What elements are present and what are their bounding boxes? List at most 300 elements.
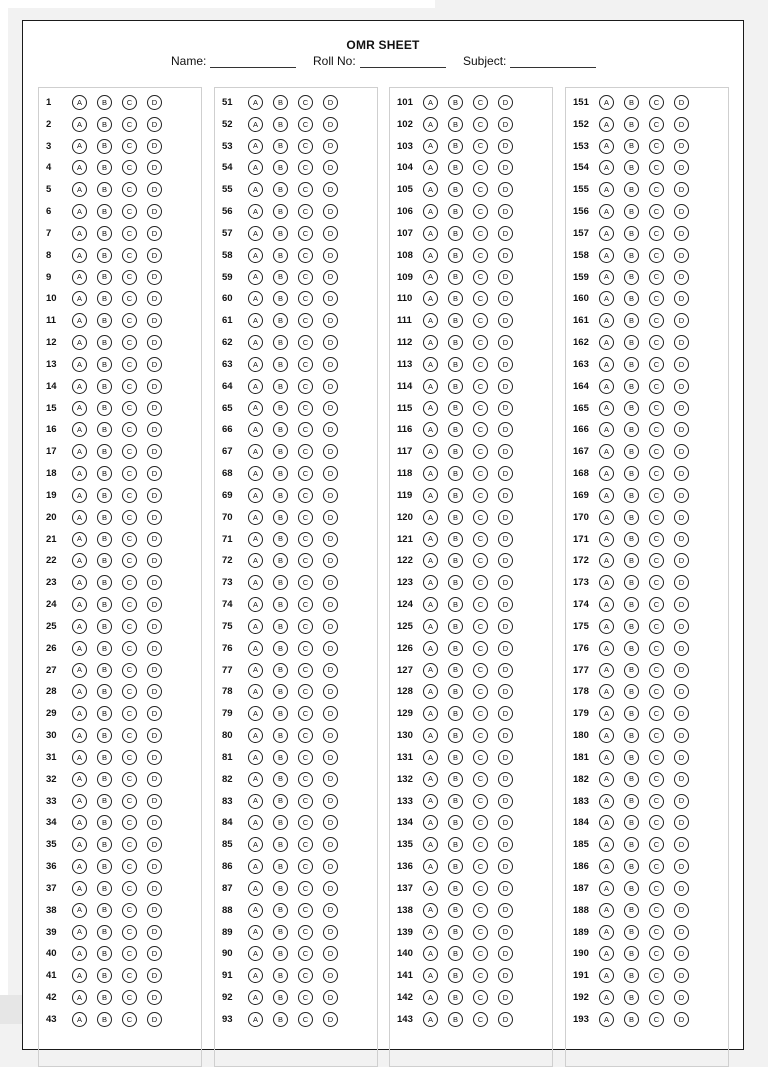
answer-bubble-d[interactable]: D: [323, 968, 338, 983]
answer-bubble-b[interactable]: B: [273, 684, 288, 699]
answer-bubble-b[interactable]: B: [624, 291, 639, 306]
answer-bubble-c[interactable]: C: [298, 357, 313, 372]
answer-bubble-b[interactable]: B: [97, 837, 112, 852]
answer-bubble-c[interactable]: C: [298, 706, 313, 721]
answer-bubble-d[interactable]: D: [323, 794, 338, 809]
answer-bubble-d[interactable]: D: [147, 794, 162, 809]
answer-bubble-a[interactable]: A: [248, 815, 263, 830]
answer-bubble-a[interactable]: A: [248, 226, 263, 241]
answer-bubble-b[interactable]: B: [273, 117, 288, 132]
answer-bubble-d[interactable]: D: [674, 684, 689, 699]
answer-bubble-c[interactable]: C: [473, 204, 488, 219]
answer-bubble-c[interactable]: C: [298, 903, 313, 918]
answer-bubble-a[interactable]: A: [599, 335, 614, 350]
answer-bubble-d[interactable]: D: [323, 291, 338, 306]
answer-bubble-c[interactable]: C: [122, 532, 137, 547]
answer-bubble-d[interactable]: D: [323, 532, 338, 547]
answer-bubble-c[interactable]: C: [122, 903, 137, 918]
answer-bubble-d[interactable]: D: [674, 117, 689, 132]
answer-bubble-d[interactable]: D: [323, 1012, 338, 1027]
answer-bubble-d[interactable]: D: [147, 837, 162, 852]
answer-bubble-c[interactable]: C: [298, 794, 313, 809]
answer-bubble-c[interactable]: C: [473, 750, 488, 765]
answer-bubble-d[interactable]: D: [323, 553, 338, 568]
answer-bubble-b[interactable]: B: [97, 750, 112, 765]
answer-bubble-a[interactable]: A: [248, 510, 263, 525]
answer-bubble-a[interactable]: A: [72, 946, 87, 961]
answer-bubble-b[interactable]: B: [624, 313, 639, 328]
answer-bubble-d[interactable]: D: [498, 968, 513, 983]
answer-bubble-c[interactable]: C: [298, 401, 313, 416]
answer-bubble-b[interactable]: B: [273, 772, 288, 787]
answer-bubble-c[interactable]: C: [298, 946, 313, 961]
answer-bubble-d[interactable]: D: [323, 750, 338, 765]
answer-bubble-c[interactable]: C: [298, 248, 313, 263]
answer-bubble-d[interactable]: D: [323, 182, 338, 197]
answer-bubble-b[interactable]: B: [273, 903, 288, 918]
answer-bubble-c[interactable]: C: [473, 837, 488, 852]
answer-bubble-d[interactable]: D: [147, 532, 162, 547]
answer-bubble-b[interactable]: B: [448, 684, 463, 699]
answer-bubble-c[interactable]: C: [122, 510, 137, 525]
answer-bubble-c[interactable]: C: [473, 313, 488, 328]
answer-bubble-c[interactable]: C: [298, 641, 313, 656]
answer-bubble-a[interactable]: A: [423, 837, 438, 852]
answer-bubble-c[interactable]: C: [298, 335, 313, 350]
answer-bubble-b[interactable]: B: [448, 794, 463, 809]
answer-bubble-a[interactable]: A: [248, 357, 263, 372]
answer-bubble-d[interactable]: D: [674, 575, 689, 590]
answer-bubble-a[interactable]: A: [599, 772, 614, 787]
answer-bubble-b[interactable]: B: [273, 575, 288, 590]
answer-bubble-b[interactable]: B: [448, 248, 463, 263]
answer-bubble-c[interactable]: C: [649, 706, 664, 721]
answer-bubble-b[interactable]: B: [97, 510, 112, 525]
answer-bubble-a[interactable]: A: [423, 946, 438, 961]
answer-bubble-c[interactable]: C: [122, 946, 137, 961]
answer-bubble-c[interactable]: C: [122, 488, 137, 503]
answer-bubble-c[interactable]: C: [649, 270, 664, 285]
answer-bubble-c[interactable]: C: [122, 641, 137, 656]
answer-bubble-a[interactable]: A: [423, 488, 438, 503]
answer-bubble-c[interactable]: C: [298, 837, 313, 852]
answer-bubble-d[interactable]: D: [674, 925, 689, 940]
answer-bubble-b[interactable]: B: [97, 684, 112, 699]
answer-bubble-d[interactable]: D: [323, 946, 338, 961]
answer-bubble-a[interactable]: A: [248, 291, 263, 306]
answer-bubble-c[interactable]: C: [298, 488, 313, 503]
answer-bubble-b[interactable]: B: [273, 466, 288, 481]
answer-bubble-d[interactable]: D: [674, 510, 689, 525]
answer-bubble-a[interactable]: A: [599, 444, 614, 459]
answer-bubble-c[interactable]: C: [649, 466, 664, 481]
answer-bubble-b[interactable]: B: [273, 597, 288, 612]
answer-bubble-d[interactable]: D: [147, 1012, 162, 1027]
answer-bubble-d[interactable]: D: [147, 291, 162, 306]
answer-bubble-b[interactable]: B: [448, 837, 463, 852]
answer-bubble-d[interactable]: D: [498, 182, 513, 197]
answer-bubble-c[interactable]: C: [122, 794, 137, 809]
answer-bubble-c[interactable]: C: [649, 553, 664, 568]
answer-bubble-a[interactable]: A: [599, 641, 614, 656]
answer-bubble-a[interactable]: A: [599, 750, 614, 765]
answer-bubble-b[interactable]: B: [624, 575, 639, 590]
answer-bubble-d[interactable]: D: [147, 335, 162, 350]
answer-bubble-a[interactable]: A: [248, 641, 263, 656]
answer-bubble-d[interactable]: D: [323, 379, 338, 394]
answer-bubble-a[interactable]: A: [248, 837, 263, 852]
answer-bubble-b[interactable]: B: [97, 575, 112, 590]
answer-bubble-a[interactable]: A: [72, 139, 87, 154]
answer-bubble-b[interactable]: B: [97, 248, 112, 263]
answer-bubble-d[interactable]: D: [147, 881, 162, 896]
answer-bubble-c[interactable]: C: [649, 488, 664, 503]
answer-bubble-a[interactable]: A: [423, 968, 438, 983]
answer-bubble-c[interactable]: C: [649, 903, 664, 918]
answer-bubble-a[interactable]: A: [72, 597, 87, 612]
answer-bubble-d[interactable]: D: [323, 488, 338, 503]
answer-bubble-d[interactable]: D: [674, 772, 689, 787]
answer-bubble-a[interactable]: A: [599, 575, 614, 590]
answer-bubble-d[interactable]: D: [498, 379, 513, 394]
answer-bubble-c[interactable]: C: [473, 466, 488, 481]
answer-bubble-c[interactable]: C: [473, 881, 488, 896]
answer-bubble-b[interactable]: B: [624, 270, 639, 285]
answer-bubble-a[interactable]: A: [72, 641, 87, 656]
answer-bubble-c[interactable]: C: [298, 663, 313, 678]
answer-bubble-b[interactable]: B: [97, 1012, 112, 1027]
answer-bubble-a[interactable]: A: [248, 728, 263, 743]
answer-bubble-b[interactable]: B: [97, 859, 112, 874]
answer-bubble-c[interactable]: C: [473, 510, 488, 525]
answer-bubble-b[interactable]: B: [273, 291, 288, 306]
answer-bubble-d[interactable]: D: [498, 444, 513, 459]
answer-bubble-a[interactable]: A: [423, 291, 438, 306]
answer-bubble-d[interactable]: D: [498, 204, 513, 219]
answer-bubble-b[interactable]: B: [97, 117, 112, 132]
answer-bubble-a[interactable]: A: [423, 619, 438, 634]
answer-bubble-d[interactable]: D: [498, 837, 513, 852]
answer-bubble-a[interactable]: A: [248, 881, 263, 896]
answer-bubble-b[interactable]: B: [273, 990, 288, 1005]
answer-bubble-a[interactable]: A: [423, 750, 438, 765]
answer-bubble-b[interactable]: B: [448, 270, 463, 285]
answer-bubble-d[interactable]: D: [498, 357, 513, 372]
answer-bubble-d[interactable]: D: [498, 466, 513, 481]
answer-bubble-c[interactable]: C: [649, 684, 664, 699]
answer-bubble-c[interactable]: C: [122, 95, 137, 110]
answer-bubble-b[interactable]: B: [624, 95, 639, 110]
answer-bubble-b[interactable]: B: [448, 422, 463, 437]
answer-bubble-c[interactable]: C: [473, 706, 488, 721]
answer-bubble-c[interactable]: C: [122, 706, 137, 721]
answer-bubble-a[interactable]: A: [599, 663, 614, 678]
answer-bubble-c[interactable]: C: [649, 597, 664, 612]
answer-bubble-d[interactable]: D: [147, 95, 162, 110]
answer-bubble-d[interactable]: D: [323, 575, 338, 590]
answer-bubble-c[interactable]: C: [649, 772, 664, 787]
answer-bubble-b[interactable]: B: [448, 466, 463, 481]
answer-bubble-d[interactable]: D: [147, 553, 162, 568]
answer-bubble-c[interactable]: C: [473, 772, 488, 787]
answer-bubble-a[interactable]: A: [423, 859, 438, 874]
answer-bubble-a[interactable]: A: [423, 379, 438, 394]
answer-bubble-b[interactable]: B: [273, 139, 288, 154]
answer-bubble-c[interactable]: C: [649, 1012, 664, 1027]
answer-bubble-b[interactable]: B: [448, 990, 463, 1005]
answer-bubble-a[interactable]: A: [423, 597, 438, 612]
answer-bubble-b[interactable]: B: [624, 772, 639, 787]
answer-bubble-a[interactable]: A: [248, 553, 263, 568]
answer-bubble-c[interactable]: C: [298, 925, 313, 940]
answer-bubble-c[interactable]: C: [649, 968, 664, 983]
answer-bubble-c[interactable]: C: [473, 444, 488, 459]
answer-bubble-d[interactable]: D: [674, 95, 689, 110]
answer-bubble-c[interactable]: C: [649, 815, 664, 830]
answer-bubble-a[interactable]: A: [423, 706, 438, 721]
answer-bubble-b[interactable]: B: [97, 313, 112, 328]
roll-no-field[interactable]: [313, 54, 446, 68]
answer-bubble-d[interactable]: D: [323, 815, 338, 830]
answer-bubble-a[interactable]: A: [248, 1012, 263, 1027]
answer-bubble-c[interactable]: C: [122, 684, 137, 699]
answer-bubble-c[interactable]: C: [298, 182, 313, 197]
answer-bubble-b[interactable]: B: [97, 532, 112, 547]
answer-bubble-b[interactable]: B: [97, 335, 112, 350]
answer-bubble-b[interactable]: B: [448, 357, 463, 372]
answer-bubble-c[interactable]: C: [473, 95, 488, 110]
answer-bubble-d[interactable]: D: [323, 772, 338, 787]
answer-bubble-a[interactable]: A: [248, 597, 263, 612]
answer-bubble-d[interactable]: D: [674, 532, 689, 547]
answer-bubble-d[interactable]: D: [674, 379, 689, 394]
answer-bubble-c[interactable]: C: [298, 881, 313, 896]
answer-bubble-a[interactable]: A: [248, 488, 263, 503]
answer-bubble-a[interactable]: A: [423, 728, 438, 743]
answer-bubble-a[interactable]: A: [423, 270, 438, 285]
answer-bubble-a[interactable]: A: [248, 248, 263, 263]
answer-bubble-c[interactable]: C: [473, 139, 488, 154]
answer-bubble-a[interactable]: A: [72, 182, 87, 197]
answer-bubble-a[interactable]: A: [423, 510, 438, 525]
answer-bubble-a[interactable]: A: [599, 815, 614, 830]
name-blank-line[interactable]: [210, 56, 296, 68]
answer-bubble-d[interactable]: D: [147, 466, 162, 481]
answer-bubble-d[interactable]: D: [674, 160, 689, 175]
answer-bubble-b[interactable]: B: [97, 401, 112, 416]
answer-bubble-b[interactable]: B: [97, 95, 112, 110]
answer-bubble-b[interactable]: B: [624, 160, 639, 175]
answer-bubble-c[interactable]: C: [122, 990, 137, 1005]
answer-bubble-d[interactable]: D: [323, 95, 338, 110]
answer-bubble-b[interactable]: B: [624, 466, 639, 481]
answer-bubble-c[interactable]: C: [122, 837, 137, 852]
answer-bubble-d[interactable]: D: [147, 226, 162, 241]
answer-bubble-d[interactable]: D: [323, 357, 338, 372]
answer-bubble-b[interactable]: B: [97, 990, 112, 1005]
answer-bubble-a[interactable]: A: [599, 684, 614, 699]
answer-bubble-b[interactable]: B: [273, 728, 288, 743]
answer-bubble-a[interactable]: A: [72, 575, 87, 590]
answer-bubble-a[interactable]: A: [248, 946, 263, 961]
answer-bubble-a[interactable]: A: [72, 226, 87, 241]
answer-bubble-d[interactable]: D: [147, 248, 162, 263]
answer-bubble-d[interactable]: D: [323, 990, 338, 1005]
answer-bubble-c[interactable]: C: [649, 859, 664, 874]
answer-bubble-a[interactable]: A: [248, 444, 263, 459]
answer-bubble-d[interactable]: D: [323, 313, 338, 328]
answer-bubble-d[interactable]: D: [147, 903, 162, 918]
answer-bubble-a[interactable]: A: [248, 466, 263, 481]
answer-bubble-c[interactable]: C: [122, 226, 137, 241]
answer-bubble-d[interactable]: D: [674, 291, 689, 306]
answer-bubble-d[interactable]: D: [147, 968, 162, 983]
answer-bubble-a[interactable]: A: [423, 925, 438, 940]
answer-bubble-d[interactable]: D: [147, 139, 162, 154]
answer-bubble-b[interactable]: B: [624, 684, 639, 699]
answer-bubble-b[interactable]: B: [624, 663, 639, 678]
answer-bubble-a[interactable]: A: [599, 379, 614, 394]
answer-bubble-b[interactable]: B: [448, 1012, 463, 1027]
answer-bubble-b[interactable]: B: [273, 95, 288, 110]
answer-bubble-b[interactable]: B: [448, 728, 463, 743]
answer-bubble-a[interactable]: A: [248, 379, 263, 394]
answer-bubble-b[interactable]: B: [273, 488, 288, 503]
answer-bubble-b[interactable]: B: [97, 422, 112, 437]
answer-bubble-b[interactable]: B: [97, 444, 112, 459]
answer-bubble-c[interactable]: C: [298, 684, 313, 699]
answer-bubble-d[interactable]: D: [674, 422, 689, 437]
answer-bubble-c[interactable]: C: [649, 226, 664, 241]
answer-bubble-a[interactable]: A: [72, 881, 87, 896]
answer-bubble-a[interactable]: A: [599, 619, 614, 634]
answer-bubble-b[interactable]: B: [624, 859, 639, 874]
answer-bubble-b[interactable]: B: [448, 597, 463, 612]
answer-bubble-a[interactable]: A: [248, 772, 263, 787]
answer-bubble-b[interactable]: B: [448, 553, 463, 568]
answer-bubble-c[interactable]: C: [649, 750, 664, 765]
answer-bubble-c[interactable]: C: [122, 859, 137, 874]
answer-bubble-b[interactable]: B: [624, 444, 639, 459]
answer-bubble-a[interactable]: A: [599, 881, 614, 896]
answer-bubble-c[interactable]: C: [298, 750, 313, 765]
answer-bubble-c[interactable]: C: [298, 968, 313, 983]
answer-bubble-c[interactable]: C: [473, 379, 488, 394]
answer-bubble-c[interactable]: C: [122, 466, 137, 481]
answer-bubble-c[interactable]: C: [122, 313, 137, 328]
answer-bubble-c[interactable]: C: [473, 248, 488, 263]
answer-bubble-c[interactable]: C: [473, 117, 488, 132]
answer-bubble-d[interactable]: D: [498, 160, 513, 175]
answer-bubble-d[interactable]: D: [147, 925, 162, 940]
answer-bubble-c[interactable]: C: [473, 990, 488, 1005]
answer-bubble-c[interactable]: C: [649, 728, 664, 743]
answer-bubble-b[interactable]: B: [273, 379, 288, 394]
answer-bubble-c[interactable]: C: [122, 117, 137, 132]
answer-bubble-a[interactable]: A: [423, 401, 438, 416]
answer-bubble-b[interactable]: B: [624, 422, 639, 437]
answer-bubble-d[interactable]: D: [498, 291, 513, 306]
answer-bubble-c[interactable]: C: [649, 510, 664, 525]
answer-bubble-a[interactable]: A: [248, 182, 263, 197]
answer-bubble-c[interactable]: C: [298, 553, 313, 568]
answer-bubble-c[interactable]: C: [473, 794, 488, 809]
answer-bubble-a[interactable]: A: [72, 444, 87, 459]
answer-bubble-b[interactable]: B: [273, 422, 288, 437]
answer-bubble-a[interactable]: A: [72, 750, 87, 765]
answer-bubble-b[interactable]: B: [624, 379, 639, 394]
answer-bubble-a[interactable]: A: [599, 313, 614, 328]
answer-bubble-d[interactable]: D: [323, 925, 338, 940]
answer-bubble-c[interactable]: C: [298, 859, 313, 874]
answer-bubble-b[interactable]: B: [97, 226, 112, 241]
answer-bubble-d[interactable]: D: [498, 226, 513, 241]
answer-bubble-c[interactable]: C: [473, 619, 488, 634]
answer-bubble-c[interactable]: C: [122, 335, 137, 350]
answer-bubble-a[interactable]: A: [72, 160, 87, 175]
answer-bubble-c[interactable]: C: [649, 182, 664, 197]
answer-bubble-c[interactable]: C: [298, 226, 313, 241]
answer-bubble-a[interactable]: A: [72, 837, 87, 852]
answer-bubble-a[interactable]: A: [72, 379, 87, 394]
answer-bubble-a[interactable]: A: [248, 575, 263, 590]
answer-bubble-a[interactable]: A: [72, 291, 87, 306]
answer-bubble-a[interactable]: A: [423, 117, 438, 132]
answer-bubble-a[interactable]: A: [599, 95, 614, 110]
answer-bubble-b[interactable]: B: [448, 335, 463, 350]
answer-bubble-d[interactable]: D: [498, 270, 513, 285]
answer-bubble-d[interactable]: D: [323, 401, 338, 416]
answer-bubble-c[interactable]: C: [649, 575, 664, 590]
answer-bubble-b[interactable]: B: [624, 553, 639, 568]
answer-bubble-c[interactable]: C: [122, 553, 137, 568]
answer-bubble-a[interactable]: A: [599, 226, 614, 241]
answer-bubble-d[interactable]: D: [498, 641, 513, 656]
answer-bubble-d[interactable]: D: [147, 488, 162, 503]
answer-bubble-c[interactable]: C: [122, 357, 137, 372]
answer-bubble-b[interactable]: B: [273, 881, 288, 896]
answer-bubble-b[interactable]: B: [97, 466, 112, 481]
answer-bubble-a[interactable]: A: [599, 160, 614, 175]
answer-bubble-a[interactable]: A: [72, 968, 87, 983]
answer-bubble-c[interactable]: C: [649, 990, 664, 1005]
answer-bubble-d[interactable]: D: [147, 619, 162, 634]
answer-bubble-d[interactable]: D: [147, 946, 162, 961]
answer-bubble-a[interactable]: A: [423, 1012, 438, 1027]
answer-bubble-d[interactable]: D: [323, 444, 338, 459]
answer-bubble-d[interactable]: D: [498, 881, 513, 896]
answer-bubble-d[interactable]: D: [323, 881, 338, 896]
answer-bubble-a[interactable]: A: [423, 990, 438, 1005]
answer-bubble-c[interactable]: C: [122, 401, 137, 416]
answer-bubble-a[interactable]: A: [599, 532, 614, 547]
answer-bubble-c[interactable]: C: [649, 401, 664, 416]
answer-bubble-a[interactable]: A: [423, 139, 438, 154]
answer-bubble-c[interactable]: C: [298, 270, 313, 285]
answer-bubble-d[interactable]: D: [674, 270, 689, 285]
answer-bubble-d[interactable]: D: [323, 597, 338, 612]
answer-bubble-a[interactable]: A: [248, 95, 263, 110]
answer-bubble-c[interactable]: C: [473, 925, 488, 940]
answer-bubble-a[interactable]: A: [599, 837, 614, 852]
answer-bubble-c[interactable]: C: [122, 160, 137, 175]
answer-bubble-a[interactable]: A: [72, 248, 87, 263]
answer-bubble-b[interactable]: B: [97, 139, 112, 154]
answer-bubble-d[interactable]: D: [147, 706, 162, 721]
answer-bubble-b[interactable]: B: [273, 248, 288, 263]
answer-bubble-a[interactable]: A: [423, 95, 438, 110]
answer-bubble-c[interactable]: C: [649, 139, 664, 154]
